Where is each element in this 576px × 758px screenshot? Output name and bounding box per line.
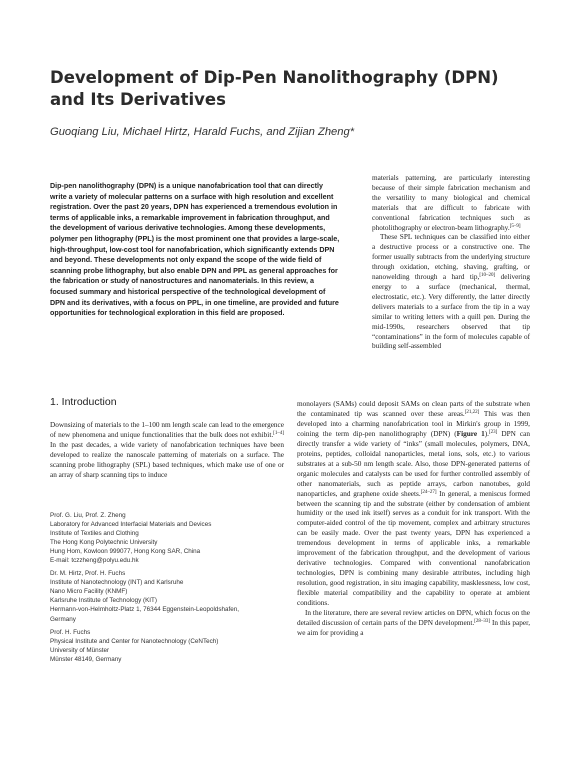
- abstract-text: Dip-pen nanolithography (DPN) is a unique nanofabrication tool that can directly write a variety of molecular patterns on a surface with high resolution and excellent registration. Over the past 20 years, DPN has experienced a tremendous evolution in terms of applicable inks, a remarkable improvement in fabrication throughput, and the development of various derivative technologies. Among these developments, polymer pen lithography (PPL) is the most prominent one that provides a large-scale, high-throughput, low-cost tool for nanofabrication, which significantly extends DPN and beyond. These developments not only expand the scope of the wide field of scanning probe lithography, but also enable DPN and PPL as general approaches for the fabrication or study of nanostructures and nanomaterials. In this review, a focused summary and historical perspective of the technological development of DPN and its derivatives, with a focus on PPL, in one timeline, are provided and future opportunities for technological exploration in this field are proposed.: [50, 182, 340, 318]
- affiliation-block: [50, 511, 286, 565]
- text-run: In this paper, we aim for providing a: [297, 618, 531, 637]
- author-list: Guoqiang Liu, Michael Hirtz, Harald Fuchs, and Zijian Zheng*: [50, 126, 355, 138]
- affiliation-line: Prof. G. Liu, Prof. Z. Zheng: [50, 512, 126, 519]
- affiliation-line: Münster 48149, Germany: [50, 655, 122, 663]
- citation: [5–9]: [509, 223, 521, 229]
- affiliation-line: Hung Hom, Kowloon 999077, Hong Kong SAR, China: [50, 548, 201, 556]
- intro-text: [50, 420, 284, 480]
- citation: [1–4]: [273, 431, 284, 436]
- affiliation-line: Nano Micro Facility (KNMF): [50, 588, 128, 596]
- text-run: Downsizing of materials to the 1–100 nm length scale can lead to the emergence of new phenomena and unique functionalities that the bulk does not exhibit.: [50, 421, 284, 439]
- text-run: These SPL techniques can be classified into either a destructive process or a constructive one. The former usually subtracts from the underlying structure through oxidation, etching, shaving, grafting, or nanowelding through a hard tip,: [372, 233, 530, 282]
- text-run: In general, a meniscus formed between the scanning tip and the substrate (either by condensation of ambient humidity or the used ink itself) serves as a conduit for ink transport. With the computer-aided control of the tip movement, complex and arbitrary structures can be easily made. Over the past twenty years, DPN has experienced a tremendous development in terms of applicable inks, a remarkable improvement of the fabrication throughput, and the development of various derivative technologies. Compared with conventional nanofabrication technologies, DPN is combining many desirable attributes, including high resolution, good registration, in situ imaging capability, masklessness, low cost, flexible material compatibility and the capability to operate at ambient conditions.: [297, 489, 530, 608]
- section-heading: 1. Introduction: [50, 396, 117, 408]
- email-line[interactable]: E-mail: tczzheng@polyu.edu.hk: [50, 557, 139, 565]
- figure-reference[interactable]: Figure 1: [456, 429, 485, 438]
- citation: [23]: [488, 429, 498, 435]
- text-run: In the literature, there are several review articles on DPN, which focus on the detailed discussion of certain parts of the DPN development.: [297, 609, 530, 627]
- affiliation-line: Laboratory for Advanced Interfacial Materials and Devices: [50, 521, 212, 529]
- affiliation-line: Karlsruhe Institute of Technology (KIT): [50, 597, 157, 605]
- title-line-2: and Its Derivatives: [50, 90, 226, 109]
- right-col-paragraph-2: [372, 233, 530, 352]
- affiliation-line: Institute of Nanotechnology (INT) and Karlsruhe: [50, 579, 184, 587]
- intro-paragraph: [50, 420, 284, 480]
- text-run: This was then developed into a charming nanofabrication tool in Mirkin's group in 1999, coining the term dip-pen nanolithography (DPN) (: [297, 409, 531, 438]
- text-run: In the past decades, a wide variety of nanofabrication techniques have been developed to realize the nanoscale patterning of materials on a surface. The scanning probe lithography (SPL) based techniques, which make use of one or an array of sharp scanning tips to induce: [50, 441, 284, 479]
- affiliation-line: The Hong Kong Polytechnic University: [50, 539, 158, 547]
- main-paragraph-1: [297, 400, 530, 609]
- affiliation-line: Prof. H. Fuchs: [50, 628, 91, 636]
- text-run: materials patterning, are particularly interesting because of their simple fabrication mechanism and the versatility to many biological and chemical materials that are difficult to fabricate with conventional fabrication techniques such as photolithography or electron-beam lithography.: [372, 174, 530, 232]
- affiliation-line: Physical Institute and Center for Nanotechnology (CeNTech): [50, 637, 219, 645]
- citation: [21,22]: [464, 409, 480, 415]
- citation: [24–27]: [420, 489, 437, 495]
- affiliation-line: Dr. M. Hirtz, Prof. H. Fuchs: [50, 570, 126, 578]
- main-column-text: [297, 400, 530, 639]
- affiliation-block: [50, 628, 286, 664]
- affiliation-block: [50, 569, 286, 623]
- affiliation-line: University of Münster: [50, 646, 110, 654]
- text-run: ).: [484, 429, 489, 438]
- citation: [10–20]: [479, 273, 496, 279]
- right-column-text: [372, 174, 530, 352]
- text-run: monolayers (SAMs) could deposit SAMs on clean parts of the substrate when the contaminated tip was scanned over these areas.: [297, 400, 530, 418]
- citation: [28–33]: [474, 618, 491, 624]
- paper-title: [50, 67, 520, 111]
- right-col-paragraph-1: [372, 174, 530, 233]
- title-line-1: Development of Dip-Pen Nanolithography (DPN): [50, 68, 499, 87]
- abstract: [50, 181, 340, 319]
- affiliation-line: Hermann-von-Helmholtz-Platz 1, 76344 Eggenstein-Leopoldshafen,: [50, 606, 240, 614]
- text-run: DPN can directly transfer a wide variety of “inks” (small molecules, polymers, DNA, proteins, peptides, colloidal nanoparticles, metal ions, sols, etc.) to various substrates at a sub-50 nm length scale. Also, those DPN-generated patterns of organic molecules and catalysts can be used for further controlled assembly of other nanomaterials, such as peptide arrays, carbon nanotubes, gold nanoparticles, and graphene oxide sheets.: [297, 429, 530, 498]
- affiliation-line: Institute of Textiles and Clothing: [50, 530, 139, 538]
- text-run: delivering energy to a surface (mechanical, thermal, electrostatic, etc.). Very differently, the latter directly delivers materials to a surface from the tip in a way similar to writing letters with a quill pen. During the mid-1990s, researchers observed that tip “contaminations” in the form of molecules capable of building self-assembled: [372, 273, 530, 351]
- main-paragraph-2: [297, 609, 530, 639]
- affiliation-line: Germany: [50, 615, 76, 623]
- affiliations: [50, 511, 286, 668]
